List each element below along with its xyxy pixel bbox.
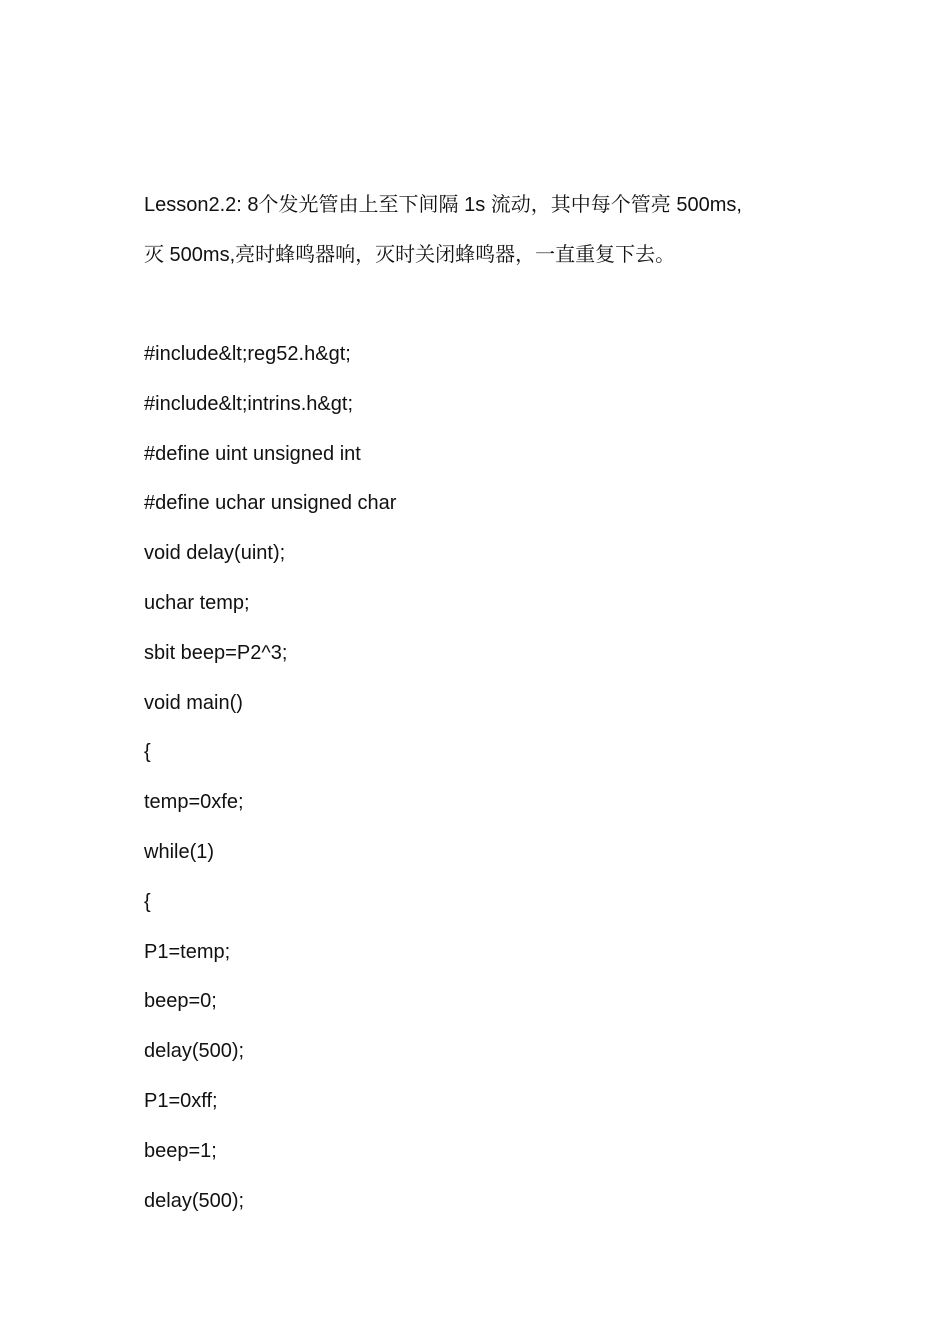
code-line: while(1)	[144, 840, 215, 863]
code-line: {	[144, 741, 151, 764]
code-line: void delay(uint);	[144, 542, 286, 565]
code-line: #include&lt;reg52.h&gt;	[144, 343, 351, 365]
code-line: P1=0xff;	[144, 1089, 218, 1112]
code-line: P1=temp;	[144, 940, 231, 963]
paragraph-gap	[144, 280, 824, 330]
lesson-description-line-1: Lesson2.2: 8个发光管由上至下间隔 1s 流动，其中每个管亮 500ms,	[144, 194, 742, 216]
code-line: beep=0;	[144, 990, 217, 1013]
code-line: uchar temp;	[144, 591, 250, 614]
code-line: delay(500);	[144, 1040, 245, 1063]
code-block	[144, 330, 824, 1226]
code-line: temp=0xfe;	[144, 791, 244, 814]
code-line: #include&lt;intrins.h&gt;	[144, 392, 354, 415]
code-line: #define uchar unsigned char	[144, 492, 397, 515]
code-line: #define uint unsigned int	[144, 442, 361, 465]
code-line: delay(500);	[144, 1189, 245, 1212]
document-content	[144, 180, 824, 1226]
lesson-description-line-2: 灭 500ms,亮时蜂鸣器响，灭时关闭蜂鸣器，一直重复下去。	[144, 244, 676, 266]
code-line: beep=1;	[144, 1139, 217, 1162]
code-line: {	[144, 890, 151, 913]
code-line: void main()	[144, 691, 243, 714]
code-line: sbit beep=P2^3;	[144, 641, 288, 664]
